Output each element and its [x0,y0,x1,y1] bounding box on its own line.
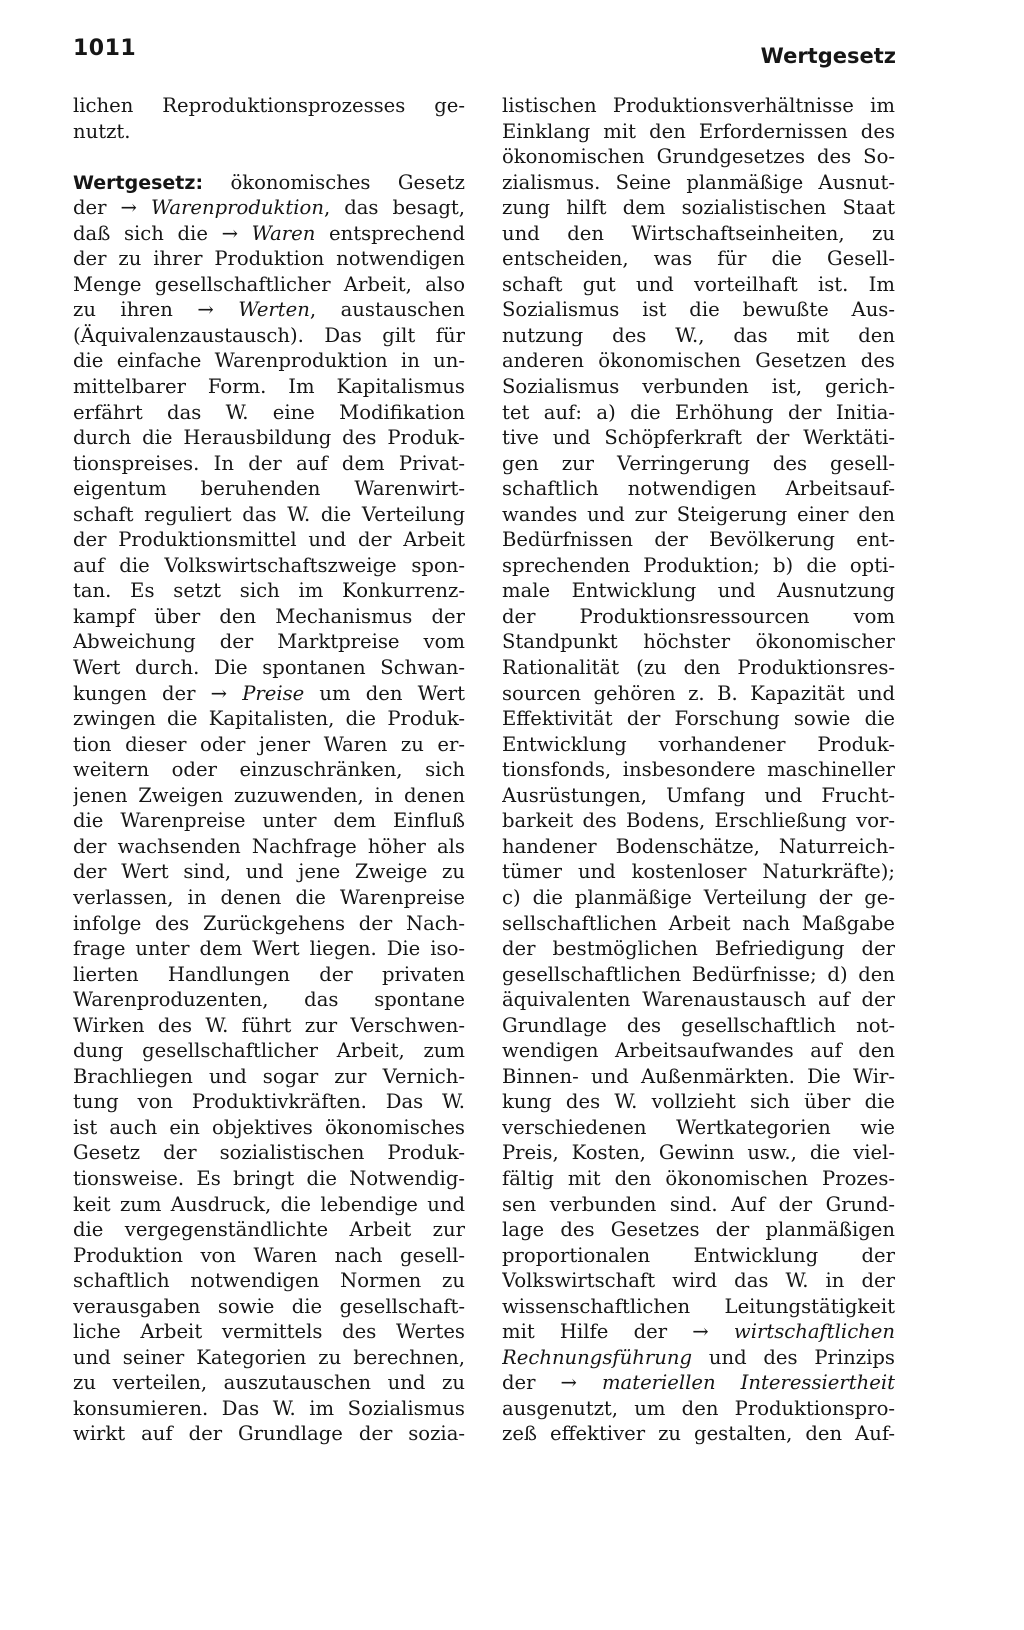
text-line: der Produktionsmittel und der Arbeit [73,528,465,552]
text-line: Einklang mit den Erfordernissen des [502,119,895,143]
text-line: wendigen Arbeitsaufwandes auf den [502,1039,895,1063]
text-span: entsprechend [315,221,465,245]
text-line: tan. Es setzt sich im Konkurrenz- [73,579,465,603]
text-line: verschiedenen Wertkategorien wie [502,1115,895,1139]
text-line: sourcen gehören z. B. Kapazität und [502,681,895,705]
text-line: handener Bodenschätze, Naturreich- [502,834,895,858]
text-line: der Wert sind, und jene Zweige zu [73,860,465,884]
text-line: nutzung des W., das mit den [502,323,895,347]
text-line: (Äquivalenzaustausch). Das gilt für [73,323,465,347]
text-line: Grundlage des gesellschaftlich not- [502,1013,895,1037]
cross-reference-link[interactable]: Warenproduktion [150,196,324,220]
text-line: zeß effektiver zu gestalten, den Auf- [502,1422,895,1446]
text-line [73,681,465,707]
text-line: Binnen- und Außenmärkten. Die Wir- [502,1064,895,1088]
text-line: Menge gesellschaftlicher Arbeit, also [73,272,465,296]
text-line: gen zur Verringerung des gesell- [502,451,895,475]
text-line: schaft gut und vorteilhaft ist. Im [502,272,895,296]
text-line: sellschaftlichen Arbeit nach Maßgabe [502,911,895,935]
text-line: ökonomischen Grundgesetzes des So- [502,145,895,169]
entry-first-line [73,170,465,196]
text-line: lage des Gesetzes der planmäßigen [502,1218,895,1242]
text-line: Gesetz der sozialistischen Produk- [73,1141,465,1165]
running-head: Wertgesetz [760,44,896,68]
text-span: , das besagt, [323,196,465,220]
text-span: um den Wert [304,681,465,705]
text-line: kampf über den Mechanismus der [73,604,465,628]
cross-reference-arrow-icon: → [197,298,239,322]
cross-reference-link[interactable]: materiellen Interessiertheit [601,1371,895,1395]
cross-reference-link[interactable]: Rechnungsführung [502,1345,693,1369]
text-line: tionsweise. Es bringt die Notwendig- [73,1166,465,1190]
text-line [502,1345,895,1371]
text-line: Ausrüstungen, Umfang und Frucht- [502,783,895,807]
text-line: barkeit des Bodens, Erschließung vor- [502,809,895,833]
text-line: Standpunkt höchster ökonomischer [502,630,895,654]
text-line: wandes und zur Steigerung einer den [502,502,895,526]
text-line: Rationalität (zu den Produktionsres- [502,656,895,680]
text-line: zung hilft dem sozialistischen Staat [502,196,895,220]
text-line: gesellschaftlichen Bedürfnisse; d) den [502,962,895,986]
text-line: Wirken des W. führt zur Verschwen- [73,1013,465,1037]
text-span: und des Prinzips [692,1345,895,1369]
text-line: frage unter dem Wert liegen. Die iso- [73,937,465,961]
text-line: äquivalenten Warenaustausch auf der [502,988,895,1012]
text-span: mit Hilfe der [502,1320,693,1344]
text-line: erfährt das W. eine Modifikation [73,400,465,424]
cross-reference-arrow-icon: → [560,1371,602,1395]
page-number: 1011 [73,36,137,61]
text-line: dung gesellschaftlicher Arbeit, zum [73,1039,465,1063]
cross-reference-link[interactable]: Waren [251,221,316,245]
text-line: anderen ökonomischen Gesetzen des [502,349,895,373]
text-line: zialismus. Seine planmäßige Ausnut- [502,170,895,194]
text-line: schaft reguliert das W. die Verteilung [73,502,465,526]
text-line: Abweichung der Marktpreise vom [73,630,465,654]
cross-reference-arrow-icon: → [120,196,151,220]
text-line: tet auf: a) die Erhöhung der Initia- [502,400,895,424]
text-line: tionspreises. In der auf dem Privat- [73,451,465,475]
text-line: der zu ihrer Produktion notwendigen [73,247,465,271]
text-line: konsumieren. Das W. im Sozialismus [73,1396,465,1420]
text-line: wirkt auf der Grundlage der sozia- [73,1422,465,1446]
cross-reference-link[interactable]: Preise [242,681,305,705]
text-line: verausgaben sowie die gesellschaft- [73,1294,465,1318]
cross-reference-arrow-icon: → [221,221,252,245]
text-line: durch die Herausbildung des Produk- [73,426,465,450]
paragraph-gap [73,144,465,170]
cross-reference-arrow-icon: → [692,1320,734,1344]
text-line [502,1319,895,1345]
text-line: Sozialismus ist die bewußte Aus- [502,298,895,322]
text-line: Effektivität der Forschung sowie die [502,707,895,731]
text-line: und seiner Kategorien zu berechnen, [73,1345,465,1369]
right-column [502,93,895,1447]
text-line: Preis, Kosten, Gewinn usw., die viel- [502,1141,895,1165]
text-line: Sozialismus verbunden ist, gerich- [502,375,895,399]
text-line [502,1370,895,1396]
text-line: tion dieser oder jener Waren zu er- [73,732,465,756]
text-line: nutzt. [73,119,131,143]
text-line: und den Wirtschaftseinheiten, zu [502,221,895,245]
text-line: schaftlich notwendigen Arbeitsauf- [502,477,895,501]
text-line: der Produktionsressourcen vom [502,604,895,628]
text-line [73,297,465,323]
text-span: , austauschen [309,298,465,322]
text-line: male Entwicklung und Ausnutzung [502,579,895,603]
text-line: wissenschaftlichen Leitungstätigkeit [502,1294,895,1318]
text-line: die einfache Warenproduktion in un- [73,349,465,373]
text-line: zwingen die Kapitalisten, die Produk- [73,707,465,731]
text-line: Brachliegen und sogar zur Vernich- [73,1064,465,1088]
text-line: fältig mit den ökonomischen Prozes- [502,1166,895,1190]
text-line: infolge des Zurückgehens der Nach- [73,911,465,935]
text-line: entscheiden, was für die Gesell- [502,247,895,271]
entry-wertgesetz [73,170,465,1447]
text-line: tive und Schöpferkraft der Werktäti- [502,426,895,450]
text-span: zu ihren [73,298,198,322]
text-span: der [502,1371,561,1395]
text-line: Bedürfnissen der Bevölkerung ent- [502,528,895,552]
left-column [73,93,465,1447]
text-line: die vergegenständlichte Arbeit zur [73,1218,465,1242]
text-line: Volkswirtschaft wird das W. in der [502,1269,895,1293]
text-line: der bestmöglichen Befriedigung der [502,937,895,961]
text-span: kungen der [73,681,211,705]
text-span: daß sich die [73,221,222,245]
text-line: ist auch ein objektives ökonomisches [73,1115,465,1139]
text-line [73,195,465,221]
text-line: listischen Produktionsverhältnisse im [502,94,895,117]
entry-headword: Wertgesetz: [73,171,204,194]
text-line: lichen Reproduktionsprozesses ge- [73,94,465,117]
text-line: Warenproduzenten, das spontane [73,988,465,1012]
text-line: auf die Volkswirtschaftszweige spon- [73,553,465,577]
text-line [73,221,465,247]
text-line: lierten Handlungen der privaten [73,962,465,986]
text-line: zu verteilen, auszutauschen und zu [73,1371,465,1395]
text-line: Wert durch. Die spontanen Schwan- [73,656,465,680]
cross-reference-link[interactable]: Werten [238,298,310,322]
text-line: die Warenpreise unter dem Einfluß [73,809,465,833]
text-line: tionsfonds, insbesondere maschineller [502,758,895,782]
text-line: der wachsenden Nachfrage höher als [73,834,465,858]
text-line: c) die planmäßige Verteilung der ge- [502,885,895,909]
cross-reference-link[interactable]: wirtschaftlichen [733,1320,895,1344]
text-line: mittelbarer Form. Im Kapitalismus [73,375,465,399]
text-line: verlassen, in denen die Warenpreise [73,885,465,909]
text-line: tung von Produktivkräften. Das W. [73,1090,465,1114]
text-line: eigentum beruhenden Warenwirt- [73,477,465,501]
text-line: Produktion von Waren nach gesell- [73,1243,465,1267]
text-line: schaftlich notwendigen Normen zu [73,1269,465,1293]
text-line: sen verbunden sind. Auf der Grund- [502,1192,895,1216]
text-line: weitern oder einzuschränken, sich [73,758,465,782]
text-line: liche Arbeit vermittels des Wertes [73,1320,465,1344]
text-line: tümer und kostenloser Naturkräfte); [502,860,895,884]
text-line: ausgenutzt, um den Produktionspro- [502,1396,895,1420]
text-span: ökonomisches Gesetz [203,170,465,194]
text-line: kung des W. vollzieht sich über die [502,1090,895,1114]
text-line: keit zum Ausdruck, die lebendige und [73,1192,465,1216]
cross-reference-arrow-icon: → [210,681,243,705]
text-line: Entwicklung vorhandener Produk- [502,732,895,756]
text-line: proportionalen Entwicklung der [502,1243,895,1267]
text-span: der [73,196,121,220]
text-line: sprechenden Produktion; b) die opti- [502,553,895,577]
text-line: jenen Zweigen zuzuwenden, in denen [73,783,465,807]
